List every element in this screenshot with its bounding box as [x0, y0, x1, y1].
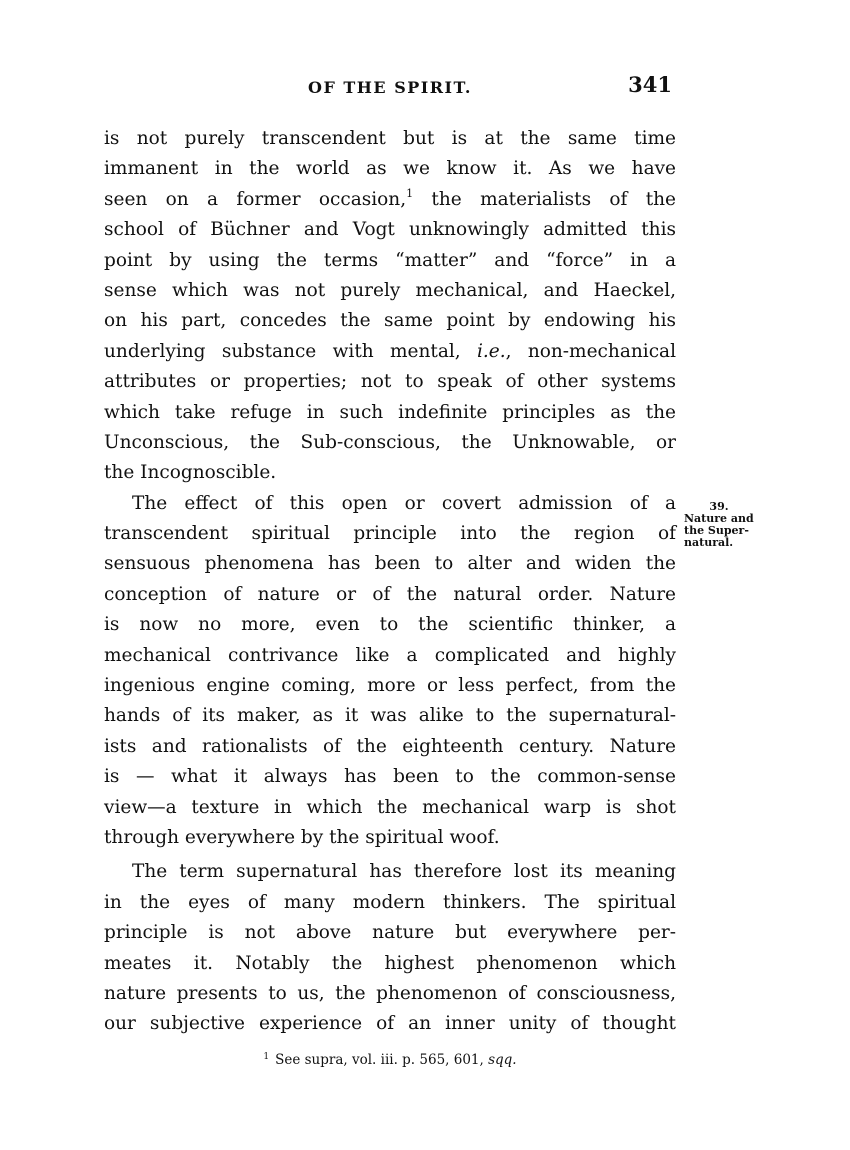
footnote-text: See supra, vol. iii. p. 565, 601,: [275, 1052, 489, 1068]
text-fragment: , non-mechanical: [505, 340, 676, 362]
text-line: view—a texture in which the mechanical warp is shot: [104, 796, 676, 818]
text-line: The term supernatural has therefore lost its meaning: [132, 861, 676, 883]
text-line: sense which was not purely mechanical, and Haeckel,: [104, 279, 676, 301]
margin-note-line: natural.: [684, 536, 734, 549]
text-line: Unconscious, the Sub-conscious, the Unknowable, or: [104, 431, 676, 453]
text-line: is now no more, even to the scientific thinker, a: [104, 614, 676, 636]
text-line: [104, 185, 676, 215]
footnote: [104, 1052, 676, 1068]
text-line: our subjective experience of an inner unity of thought: [104, 1013, 676, 1035]
text-line: is not purely transcendent but is at the same time: [104, 128, 676, 149]
text-line: ingenious engine coming, more or less perfect, from the: [104, 675, 676, 697]
text-line: on his part, concedes the same point by endowing his: [104, 310, 676, 332]
margin-note-number: 39.: [709, 500, 729, 513]
text-fragment: underlying substance with mental,: [104, 340, 477, 362]
page-number: 341: [628, 72, 672, 97]
running-title: OF THE SPIRIT.: [308, 78, 472, 97]
running-head: [104, 72, 676, 106]
text-line: the Incognoscible.: [104, 462, 277, 484]
footnote-italic: sqq.: [488, 1052, 517, 1068]
footnote-mark: 1: [263, 1052, 270, 1062]
text-line: principle is not above nature but everywhere per-: [104, 922, 676, 944]
text-line: hands of its maker, as it was alike to the supernatural-: [104, 705, 676, 727]
text-line: immanent in the world as we know it. As we have: [104, 158, 676, 180]
italic-abbreviation: i.e.: [477, 340, 506, 362]
text-line: mechanical contrivance like a complicated and highly: [104, 644, 676, 666]
margin-note: [684, 501, 764, 549]
text-fragment: the materialists of the: [413, 188, 677, 210]
text-line: which take refuge in such indefinite principles as the: [104, 401, 676, 423]
margin-note-line: the Super-: [684, 524, 749, 537]
text-line: is — what it always has been to the common-sense: [104, 766, 676, 788]
text-line: attributes or properties; not to speak of other systems: [104, 371, 676, 393]
text-line: nature presents to us, the phenomenon of consciousness,: [104, 982, 676, 1004]
text-fragment: seen on a former occasion,: [104, 188, 407, 210]
text-line: ists and rationalists of the eighteenth century. Nature: [104, 735, 676, 757]
text-line: through everywhere by the spiritual woof.: [104, 826, 500, 848]
text-line: school of Büchner and Vogt unknowingly admitted this: [104, 219, 676, 241]
text-line: The effect of this open or covert admission of a: [132, 492, 676, 514]
text-line: transcendent spiritual principle into the region of: [104, 523, 676, 545]
margin-note-line: Nature and: [684, 512, 754, 525]
text-line: meates it. Notably the highest phenomenon which: [104, 952, 676, 974]
text-line: conception of nature or of the natural order. Nature: [104, 583, 676, 605]
text-line: point by using the terms “matter” and “force” in a: [104, 249, 676, 271]
text-line: in the eyes of many modern thinkers. The spiritual: [104, 891, 676, 913]
text-line: [104, 337, 676, 367]
footnote-reference: 1: [406, 186, 414, 200]
body-text: [104, 124, 676, 1040]
text-line: sensuous phenomena has been to alter and widen the: [104, 553, 676, 575]
